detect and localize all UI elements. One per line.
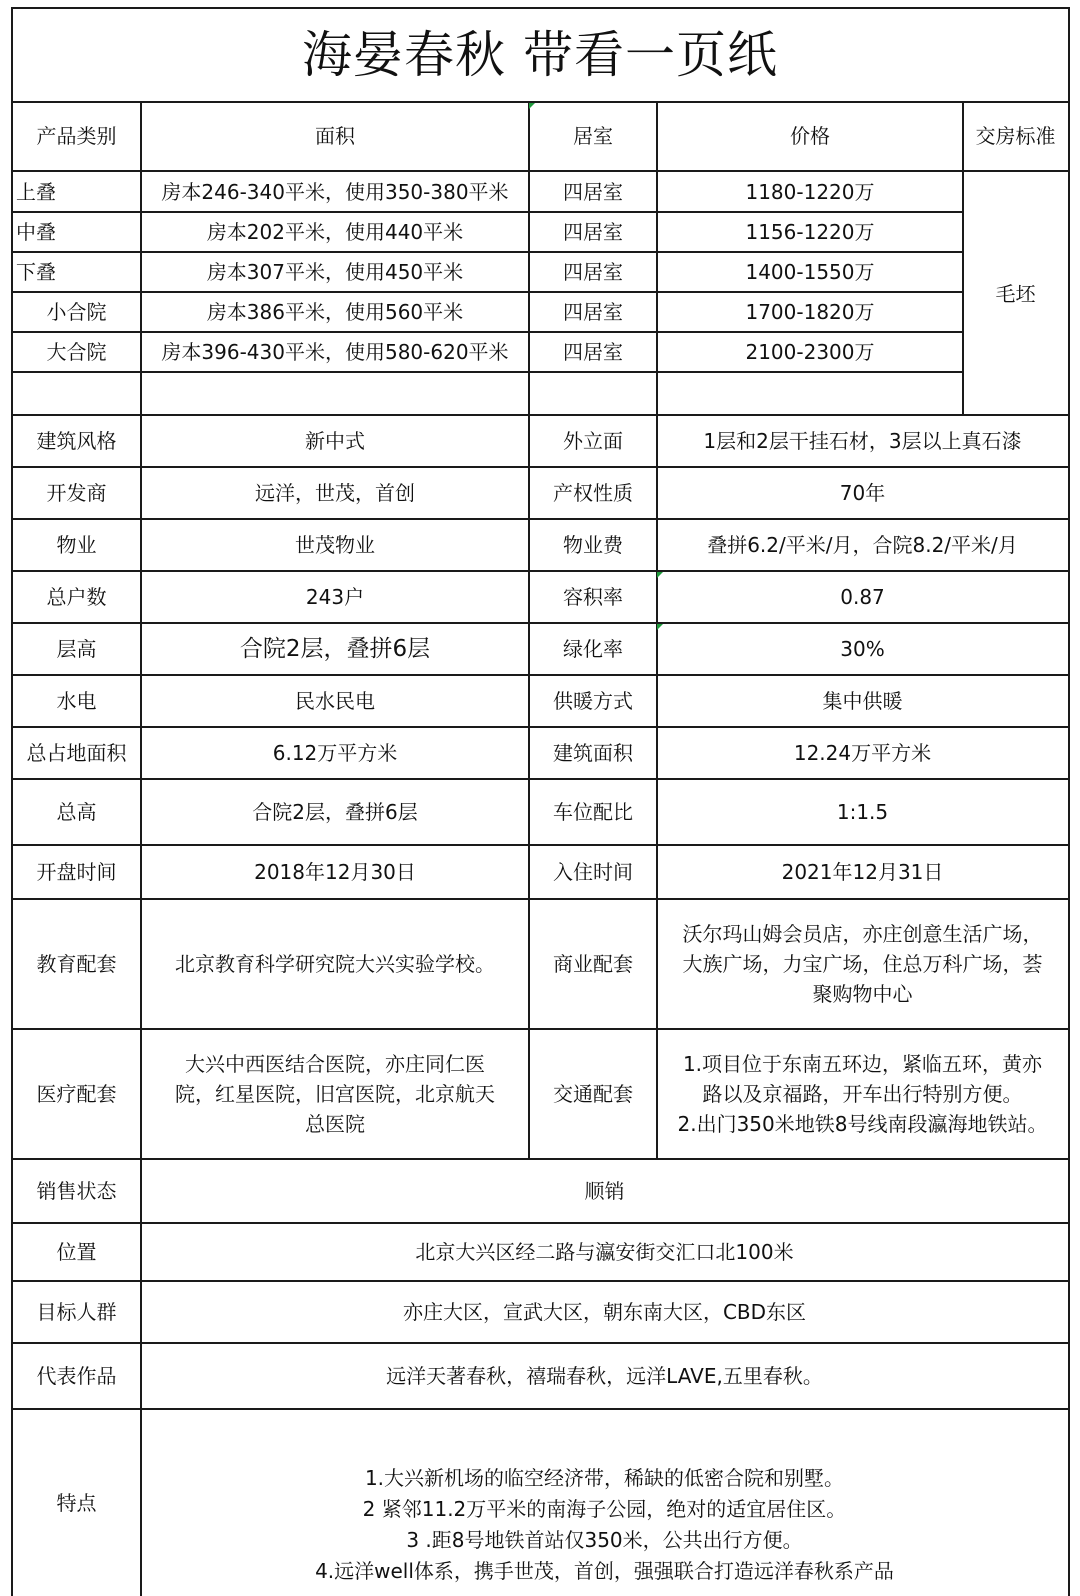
- label-households: 总户数: [46, 585, 107, 609]
- label-open-date: 开盘时间: [36, 860, 117, 884]
- page-title: 海晏春秋 带看一页纸: [302, 25, 778, 84]
- label-commerce: 商业配套: [553, 952, 633, 976]
- product-rooms: 四居室: [563, 260, 623, 284]
- value-works: 远洋天著春秋，禧瑞春秋，远洋LAVE,五里春秋。: [386, 1364, 823, 1388]
- value-move-in: 2021年12月31日: [781, 860, 944, 884]
- traffic-line: 1.项目位于东南五环边，紧临五环，黄亦: [682, 1052, 1043, 1076]
- product-type: 中叠: [16, 220, 56, 244]
- medical-line: 大兴中西医结合医院，亦庄同仁医: [185, 1052, 485, 1076]
- traffic-line: 2.出门350米地铁8号线南段瀛海地铁站。: [677, 1112, 1048, 1136]
- comment-marker: [529, 103, 535, 109]
- label-green: 绿化率: [563, 637, 623, 661]
- traffic-text: [678, 1049, 1048, 1139]
- product-price: 1156-1220万: [745, 220, 875, 244]
- commerce-line: 大族广场，力宝广场，住总万科广场，荟: [682, 952, 1043, 976]
- value-commerce: [657, 899, 1068, 1029]
- product-rooms: 四居室: [563, 220, 623, 244]
- value-property-mgmt: 世茂物业: [295, 533, 375, 557]
- label-location: 位置: [56, 1240, 97, 1264]
- label-works: 代表作品: [36, 1364, 117, 1388]
- product-rooms: 四居室: [563, 340, 623, 364]
- label-facade: 外立面: [563, 429, 623, 453]
- label-features: 特点: [56, 1490, 97, 1515]
- value-property-fee: 叠拼6.2/平米/月，合院8.2/平米/月: [707, 533, 1018, 557]
- header-type: 产品类别: [36, 124, 117, 148]
- product-price: 1400-1550万: [745, 260, 875, 284]
- value-heating: 集中供暖: [822, 689, 903, 713]
- product-area: 房本202平米，使用440平米: [206, 220, 464, 244]
- label-property-mgmt: 物业: [56, 533, 97, 557]
- header-rooms: 居室: [573, 124, 613, 148]
- medical-line: 院，红星医院，旧宫医院，北京航天: [175, 1082, 495, 1106]
- delivery-standard: 毛坯: [995, 281, 1036, 306]
- label-build-area: 建筑面积: [553, 741, 633, 765]
- product-area: 房本246-340平米，使用350-380平米: [161, 180, 509, 204]
- label-education: 教育配套: [36, 952, 117, 976]
- value-tenure: 70年: [839, 481, 886, 505]
- value-traffic: [657, 1029, 1068, 1159]
- header-price: 价格: [790, 124, 830, 148]
- value-location: 北京大兴区经二路与瀛安街交汇口北100米: [415, 1240, 794, 1264]
- product-rooms: 四居室: [563, 180, 623, 204]
- medical-text: [175, 1049, 495, 1139]
- value-education: 北京教育科学研究院大兴实验学校。: [175, 952, 495, 976]
- value-features: [141, 1409, 1068, 1596]
- label-property-fee: 物业费: [563, 533, 623, 557]
- product-type: 小合院: [46, 300, 107, 324]
- feature-line: 2 紧邻11.2万平米的南海子公园，绝对的适宜居住区。: [362, 1496, 847, 1521]
- value-open-date: 2018年12月30日: [254, 860, 416, 884]
- label-target: 目标人群: [36, 1300, 117, 1324]
- label-floors: 层高: [56, 637, 97, 661]
- product-type: 上叠: [16, 180, 56, 204]
- grid-line: [1068, 7, 1070, 1596]
- feature-line: 3 .距8号地铁首站仅350米，公共出行方便。: [406, 1527, 803, 1552]
- value-far: 0.87: [840, 585, 885, 609]
- product-rooms: 四居室: [563, 300, 623, 324]
- feature-line: 4.远洋well体系，携手世茂，首创，强强联合打造远洋春秋系产品: [315, 1558, 894, 1583]
- header-delivery: 交房标准: [975, 124, 1056, 148]
- value-facade: 1层和2层干挂石材，3层以上真石漆: [703, 429, 1022, 453]
- product-price: 1180-1220万: [745, 180, 875, 204]
- product-area: 房本307平米，使用450平米: [206, 260, 464, 284]
- label-sales-status: 销售状态: [36, 1179, 117, 1203]
- label-utility: 水电: [56, 689, 97, 713]
- label-heating: 供暖方式: [553, 689, 633, 713]
- value-sales-status: 顺销: [584, 1179, 625, 1203]
- product-price: 1700-1820万: [745, 300, 875, 324]
- value-build-area: 12.24万平方米: [793, 741, 932, 765]
- product-area: 房本386平米，使用560平米: [206, 300, 464, 324]
- commerce-line: 沃尔玛山姆会员店，亦庄创意生活广场，: [682, 922, 1043, 946]
- comment-marker: [657, 572, 663, 578]
- label-tenure: 产权性质: [553, 481, 633, 505]
- commerce-text: [683, 919, 1043, 1009]
- traffic-line: 路以及京福路，开车出行特别方便。: [702, 1082, 1023, 1106]
- label-developer: 开发商: [46, 481, 107, 505]
- value-style: 新中式: [305, 429, 365, 453]
- product-type: 下叠: [16, 260, 56, 284]
- product-type: 大合院: [46, 340, 107, 364]
- comment-marker: [657, 624, 663, 630]
- value-households: 243户: [305, 585, 365, 609]
- value-total-height: 合院2层，叠拼6层: [252, 800, 418, 824]
- product-price: 2100-2300万: [745, 340, 875, 364]
- label-land-area: 总占地面积: [26, 741, 127, 765]
- value-floors: 合院2层，叠拼6层: [239, 635, 431, 662]
- header-area: 面积: [315, 124, 355, 148]
- medical-line: 总医院: [305, 1112, 365, 1136]
- label-parking: 车位配比: [553, 800, 633, 824]
- label-style: 建筑风格: [36, 429, 117, 453]
- label-total-height: 总高: [56, 800, 97, 824]
- value-target: 亦庄大区，宣武大区，朝东南大区，CBD东区: [402, 1300, 807, 1324]
- label-far: 容积率: [563, 585, 623, 609]
- label-traffic: 交通配套: [553, 1082, 633, 1106]
- label-move-in: 入住时间: [553, 860, 633, 884]
- commerce-line: 聚购物中心: [812, 982, 913, 1006]
- value-parking: 1:1.5: [836, 800, 889, 824]
- value-developer: 远洋，世茂，首创: [255, 481, 415, 505]
- value-medical: [141, 1029, 529, 1159]
- value-green: 30%: [840, 637, 885, 661]
- feature-line: 1.大兴新机场的临空经济带，稀缺的低密合院和别墅。: [364, 1465, 845, 1490]
- features-text: [315, 1419, 894, 1587]
- value-utility: 民水民电: [295, 689, 375, 713]
- product-area: 房本396-430平米，使用580-620平米: [161, 340, 509, 364]
- value-land-area: 6.12万平方米: [272, 741, 398, 765]
- label-medical: 医疗配套: [36, 1082, 117, 1106]
